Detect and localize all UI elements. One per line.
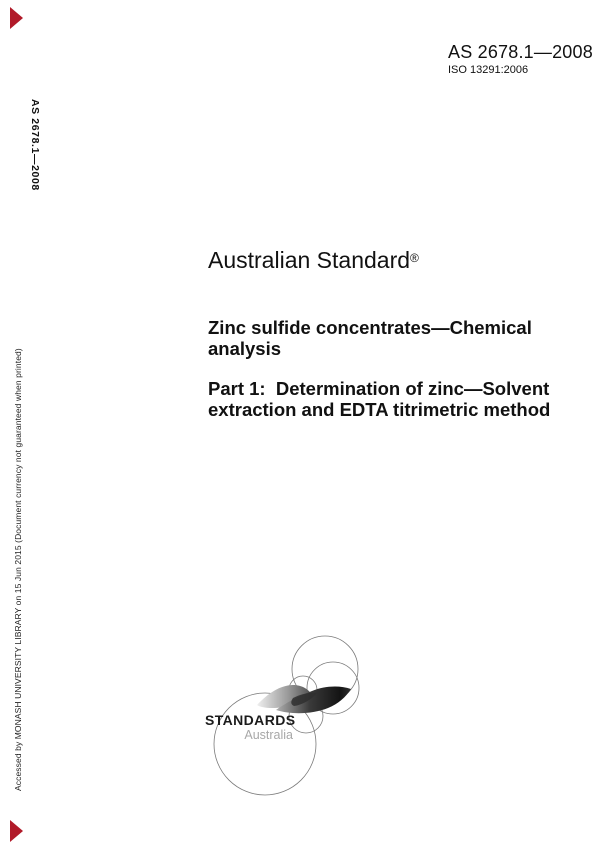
logo-wordmark-sub: Australia: [244, 728, 293, 742]
logo-wave: [257, 685, 351, 713]
brand-title-text: Australian Standard: [208, 247, 411, 273]
header-designation-block: [448, 42, 593, 77]
brand-title: [208, 247, 419, 274]
logo-wordmark: STANDARDS: [205, 712, 296, 728]
subject-title: [208, 317, 532, 359]
subject-title-line: Zinc sulfide concentrates—Chemical: [208, 317, 532, 338]
standard-number: AS 2678.1—2008: [448, 42, 593, 62]
library-access-note: Accessed by MONASH UNIVERSITY LIBRARY on 15 Jun 2015 (Document currency not guaranteed when printed): [13, 348, 23, 791]
spine-standard-number: AS 2678.1—2008: [29, 99, 41, 191]
part-title-line: Part 1: Determination of zinc—Solvent: [208, 378, 550, 399]
red-corner-mark-bottom: [10, 820, 23, 842]
registered-trademark-symbol: ®: [410, 251, 419, 265]
subject-title-line: analysis: [208, 338, 282, 359]
iso-reference: ISO 13291:2006: [448, 64, 529, 76]
part-title: [208, 378, 550, 420]
red-corner-mark-top: [10, 7, 23, 29]
part-title-line: extraction and EDTA titrimetric method: [208, 399, 551, 420]
standards-australia-logo: [180, 618, 380, 803]
